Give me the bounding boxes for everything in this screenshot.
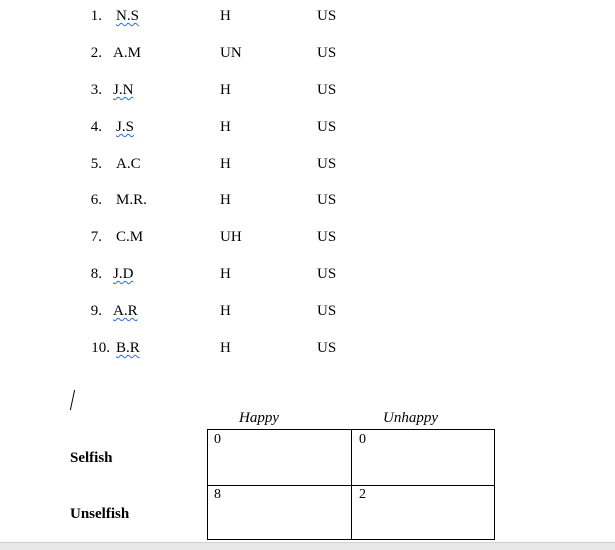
item-code: UH [220, 229, 242, 245]
item-code: H [220, 8, 231, 24]
table-grid [207, 429, 495, 540]
item-name[interactable]: J.D [113, 266, 134, 282]
item-code: H [220, 192, 231, 208]
item-name: A.C [116, 156, 141, 172]
item-code: UN [220, 45, 242, 61]
item-name[interactable]: J.S [116, 119, 134, 135]
item-number: 10. [91, 340, 110, 356]
item-number: 8. [90, 266, 102, 282]
table-cell[interactable]: 0 [214, 432, 221, 447]
item-number: 4. [90, 119, 102, 135]
item-name: M.R. [116, 192, 147, 208]
item-code: H [220, 156, 231, 172]
item-code-2: US [317, 192, 337, 208]
item-name[interactable]: B.R [116, 340, 140, 356]
item-code-2: US [317, 303, 337, 319]
item-name[interactable]: A.R [113, 303, 138, 319]
item-code: H [220, 119, 231, 135]
item-name: A.M [113, 45, 141, 61]
item-name: C.M [116, 229, 144, 245]
item-code: H [220, 82, 231, 98]
item-number: 3. [90, 82, 102, 98]
text-cursor [72, 390, 73, 410]
row-label-selfish: Selfish [70, 450, 113, 466]
table-cell[interactable]: 0 [359, 432, 366, 447]
item-code: H [220, 340, 231, 356]
item-name[interactable]: N.S [116, 8, 139, 24]
item-code-2: US [317, 45, 337, 61]
item-code-2: US [317, 266, 337, 282]
item-code-2: US [317, 156, 337, 172]
item-code-2: US [317, 340, 337, 356]
item-number: 9. [90, 303, 102, 319]
grid-divider [208, 485, 494, 486]
table-cell[interactable]: 2 [359, 487, 366, 502]
item-code-2: US [317, 229, 337, 245]
col-header-happy: Happy [239, 410, 279, 426]
item-code: H [220, 303, 231, 319]
col-header-unhappy: Unhappy [383, 410, 438, 426]
item-code-2: US [317, 119, 337, 135]
item-code-2: US [317, 82, 337, 98]
item-number: 6. [90, 192, 102, 208]
item-number: 5. [90, 156, 102, 172]
item-number: 2. [90, 45, 102, 61]
item-code-2: US [317, 8, 337, 24]
item-number: 1. [90, 8, 102, 24]
item-name[interactable]: J.N [113, 82, 134, 98]
item-number: 7. [90, 229, 102, 245]
item-code: H [220, 266, 231, 282]
row-label-unselfish: Unselfish [70, 506, 130, 522]
table-cell[interactable]: 8 [214, 487, 221, 502]
